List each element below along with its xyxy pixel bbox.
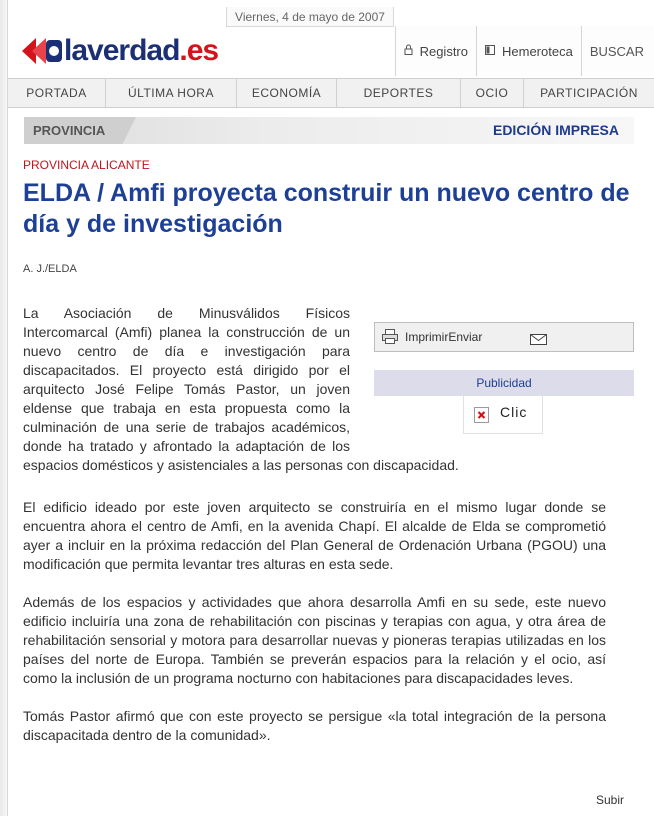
archive-icon bbox=[485, 45, 495, 58]
logo-tld: .es bbox=[179, 34, 219, 67]
logo-mark-icon bbox=[20, 36, 64, 66]
article-headline: ELDA / Amfi proyecta construir un nuevo centro de día y de investigación bbox=[23, 179, 630, 238]
header-date: Viernes, 4 de mayo de 2007 bbox=[226, 7, 394, 27]
nav-item-ocio[interactable]: OCIO bbox=[461, 79, 524, 107]
article-byline: A. J./ELDA bbox=[23, 263, 77, 275]
site-header bbox=[8, 0, 654, 78]
print-send-label[interactable]: ImprimirEnviar bbox=[405, 330, 483, 344]
mail-icon[interactable] bbox=[530, 332, 547, 350]
article-paragraph: Tomás Pastor afirmó que con este proyecto se persigue «la total integración de la persona discapacitada dentro de la comunidad». bbox=[23, 708, 606, 743]
nav-item-economia[interactable]: ECONOMÍA bbox=[237, 79, 337, 107]
article-paragraph: Además de los espacios y actividades que ahora desarrolla Amfi en su sede, este nuevo edificio incluiría una zona de rehabilitación con piscinas y terapias con agua, y otra área de rehabilitación sensorial y motora para desarrollar nuevas y pioneras terapias utilizadas en los países del norte de Europa. También se preverán espacios para la relación y el ocio, así como la inclusión de un programa nocturno con habitaciones para discapacidades leves. bbox=[23, 594, 606, 686]
buscar-link[interactable] bbox=[581, 26, 654, 76]
nav-item-participacion[interactable]: PARTICIPACIÓN bbox=[540, 86, 638, 100]
registro-link[interactable] bbox=[395, 26, 476, 76]
broken-image-icon bbox=[474, 407, 489, 423]
lock-icon bbox=[404, 44, 413, 58]
section-label[interactable]: PROVINCIA bbox=[33, 123, 106, 138]
hemeroteca-link[interactable] bbox=[476, 26, 581, 76]
article-paragraph: El edificio ideado por este joven arquitecto se construiría en el mismo lugar donde se encuentra ahora el centro de Amfi, en la avenida Chapí. El alcalde de Elda se comprometió ayer a incluir en la próxima redacción del Plan General de Ordenación Urbana (PGOU) una modificación que permita levantar tres alturas en esta sede. bbox=[23, 499, 606, 572]
edition-label: EDICIÓN IMPRESA bbox=[492, 122, 619, 138]
nav-item-ultima-hora[interactable]: ÚLTIMA HORA bbox=[106, 79, 237, 107]
article-paragraph: La Asociación de Minusválidos Físicos Intercomarcal (Amfi) planea la construcción de un nuevo centro de día e investigación para discapacitados. El proyecto está dirigido por el arquitecto José Felipe Tomás Pastor, un joven eldense que trabaja en esta propuesta como la culminación de una serie de trabajos académicos, donde ha tratado y afrontado la adaptación de los espacios domésticos y asistenciales a las personas con discapacidad. bbox=[23, 305, 459, 473]
header-links bbox=[395, 26, 654, 76]
print-icon[interactable] bbox=[382, 329, 398, 349]
section-bar bbox=[24, 117, 634, 144]
article-tools bbox=[374, 322, 634, 352]
buscar-label: BUSCAR bbox=[589, 43, 644, 59]
nav-item-portada[interactable]: PORTADA bbox=[8, 79, 106, 107]
article-kicker[interactable]: PROVINCIA ALICANTE bbox=[23, 158, 150, 172]
ad-header: Publicidad bbox=[374, 370, 634, 396]
subir-link[interactable]: Subir bbox=[596, 793, 625, 807]
hemeroteca-label: Hemeroteca bbox=[502, 43, 573, 59]
ad-text: Clic bbox=[500, 404, 528, 420]
nav-item-deportes[interactable]: DEPORTES bbox=[337, 79, 461, 107]
page-frame-left bbox=[0, 0, 8, 816]
logo-wordmark bbox=[64, 31, 218, 71]
site-logo[interactable] bbox=[20, 31, 218, 71]
main-nav bbox=[8, 78, 654, 108]
ad-box[interactable] bbox=[463, 396, 543, 434]
logo-name: laverdad bbox=[64, 34, 180, 67]
registro-label: Registro bbox=[419, 43, 468, 59]
